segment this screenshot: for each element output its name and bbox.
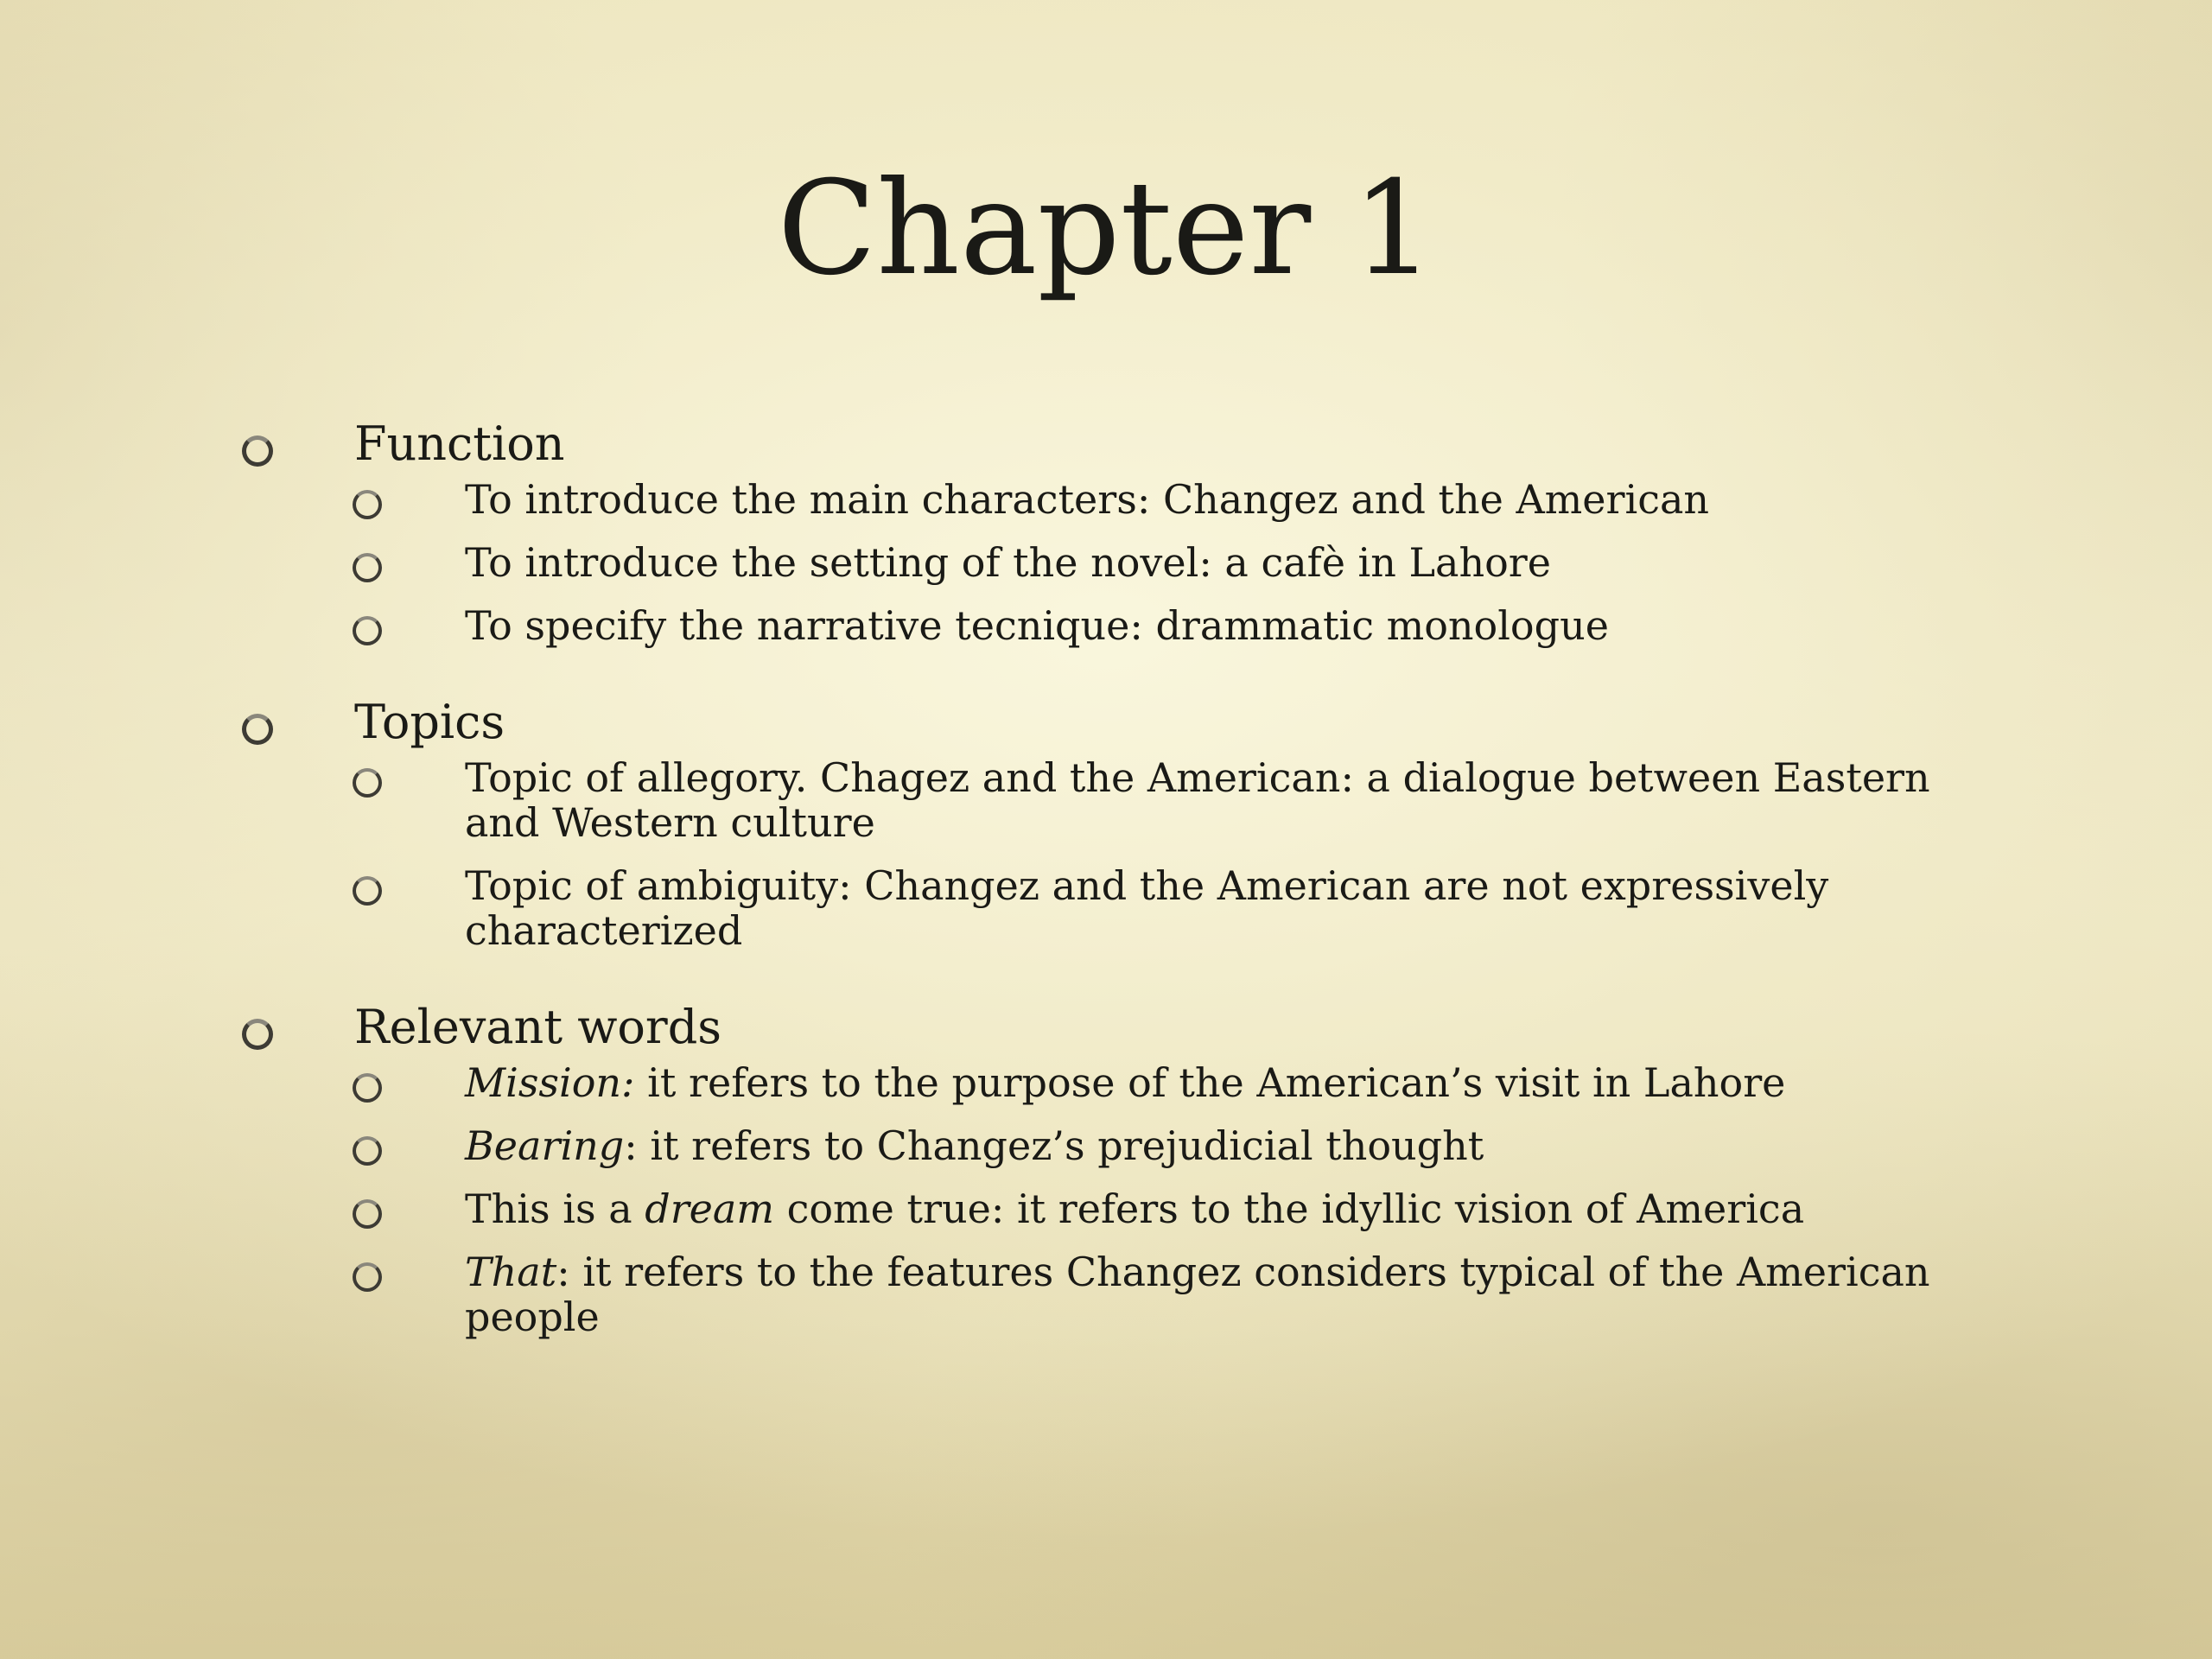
item-text: come true: it refers to the idyllic vision of America — [773, 1185, 1805, 1232]
item-text: This is a — [465, 1185, 645, 1232]
bullet-item-level2 — [235, 1123, 2006, 1168]
slide-title: Chapter 1 — [777, 154, 1435, 304]
ring-bullet-icon — [353, 490, 382, 519]
ring-bullet-icon — [353, 768, 382, 798]
section-function — [235, 415, 2006, 648]
ring-bullet-icon — [242, 714, 273, 745]
item-emphasis: Mission: — [465, 1059, 635, 1106]
item-emphasis: Bearing — [465, 1122, 625, 1169]
bullet-item-level2 — [235, 603, 2006, 648]
section-heading: Function — [354, 416, 565, 471]
item-text: To introduce the setting of the novel: a cafè in Lahore — [465, 539, 1552, 586]
item-text: it refers to the purpose of the American’s visit in Lahore — [634, 1059, 1786, 1106]
ring-bullet-icon — [353, 616, 382, 645]
item-text: Topic of ambiguity: Changez and the American are not expressively characterized — [465, 862, 1829, 954]
bullet-item-level2 — [235, 863, 2006, 953]
bullet-item-level2 — [235, 755, 2006, 845]
ring-bullet-icon — [353, 1136, 382, 1166]
ring-bullet-icon — [353, 553, 382, 582]
slide-body — [235, 415, 2006, 1384]
section-heading: Relevant words — [354, 1000, 722, 1054]
ring-bullet-icon — [353, 1262, 382, 1292]
item-emphasis: dream — [645, 1185, 774, 1232]
section-relevant-words — [235, 998, 2006, 1339]
ring-bullet-icon — [242, 1019, 273, 1050]
ring-bullet-icon — [353, 1073, 382, 1103]
bullet-item-level1 — [235, 415, 2006, 474]
ring-bullet-icon — [242, 435, 273, 467]
ring-bullet-icon — [353, 1199, 382, 1229]
bullet-item-level1 — [235, 693, 2006, 752]
ring-bullet-icon — [353, 876, 382, 906]
bullet-item-level2 — [235, 1060, 2006, 1105]
item-text: To introduce the main characters: Changez and the American — [465, 476, 1710, 523]
item-text: : it refers to the features Changez considers typical of the American people — [465, 1249, 1930, 1340]
item-text: Topic of allegory. Chagez and the American: a dialogue between Eastern and Western culture — [465, 754, 1930, 846]
item-text: : it refers to Changez’s prejudicial thought — [624, 1122, 1484, 1169]
bullet-item-level1 — [235, 998, 2006, 1057]
bullet-item-level2 — [235, 1249, 2006, 1339]
item-emphasis: That — [465, 1249, 557, 1295]
bullet-item-level2 — [235, 477, 2006, 522]
item-text: To specify the narrative tecnique: drammatic monologue — [465, 602, 1609, 649]
bullet-item-level2 — [235, 540, 2006, 585]
section-topics — [235, 693, 2006, 953]
section-heading: Topics — [354, 695, 505, 749]
bullet-item-level2 — [235, 1186, 2006, 1231]
